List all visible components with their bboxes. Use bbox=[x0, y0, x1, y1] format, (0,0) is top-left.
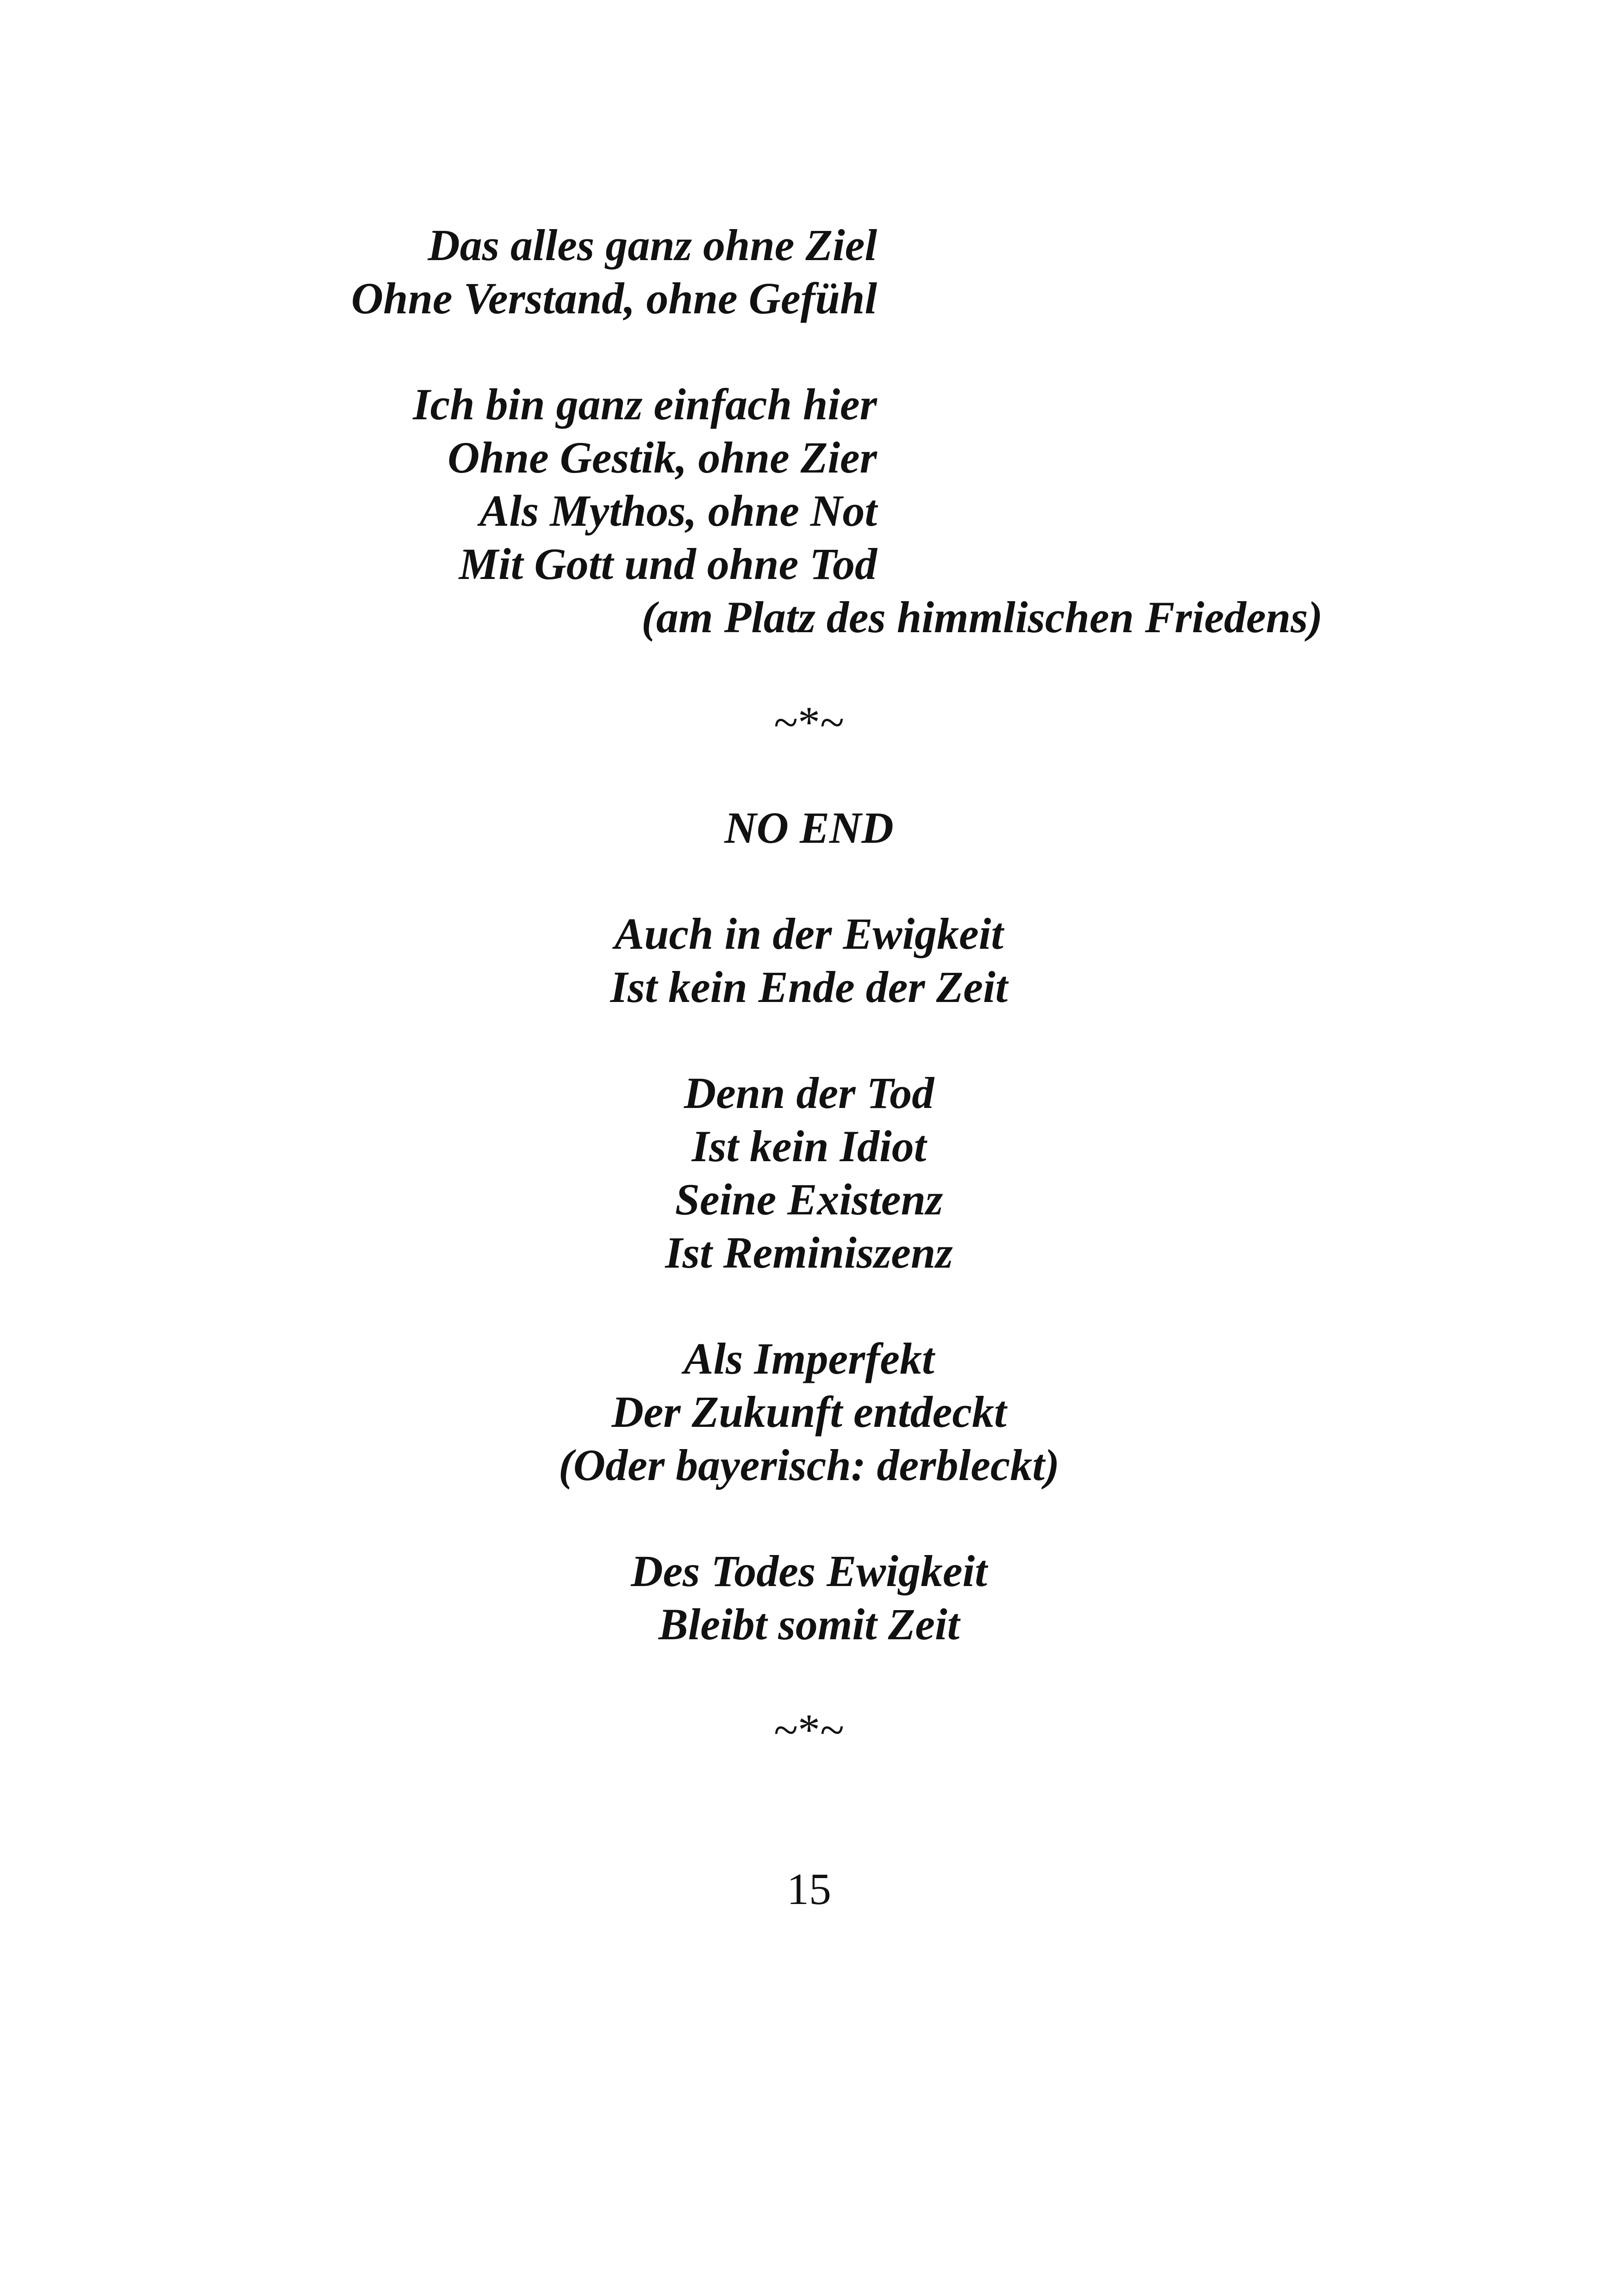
poem-line: Das alles ganz ohne Ziel bbox=[428, 220, 877, 270]
poem-line: (Oder bayerisch: derbleckt) bbox=[558, 1440, 1060, 1490]
poem-line: Des Todes Ewigkeit bbox=[631, 1546, 987, 1596]
section-separator: ~*~ bbox=[774, 1705, 844, 1755]
poem-line: Ist kein Idiot bbox=[691, 1121, 927, 1171]
poem-line: Seine Existenz bbox=[675, 1175, 943, 1224]
poem-line: Bleibt somit Zeit bbox=[658, 1599, 960, 1649]
poem-line: Ohne Verstand, ohne Gefühl bbox=[351, 274, 877, 323]
place-note: (am Platz des himmlischen Friedens) bbox=[641, 592, 1323, 642]
poem-line: Als Imperfekt bbox=[684, 1334, 934, 1383]
poem-line: Der Zukunft entdeckt bbox=[611, 1387, 1007, 1437]
poem-title: NO END bbox=[724, 803, 894, 852]
poem-line: Mit Gott und ohne Tod bbox=[459, 539, 877, 589]
page-number: 15 bbox=[787, 1864, 831, 1914]
poem-line: Ist kein Ende der Zeit bbox=[610, 962, 1008, 1012]
section-separator: ~*~ bbox=[774, 697, 844, 747]
poem-line: Ich bin ganz einfach hier bbox=[413, 380, 877, 429]
poem-line: Auch in der Ewigkeit bbox=[614, 909, 1004, 958]
poem-line: Als Mythos, ohne Not bbox=[479, 486, 877, 535]
poem-line: Ohne Gestik, ohne Zier bbox=[447, 433, 877, 482]
poem-line: Ist Reminiszenz bbox=[665, 1228, 953, 1277]
poem-line: Denn der Tod bbox=[684, 1068, 934, 1118]
